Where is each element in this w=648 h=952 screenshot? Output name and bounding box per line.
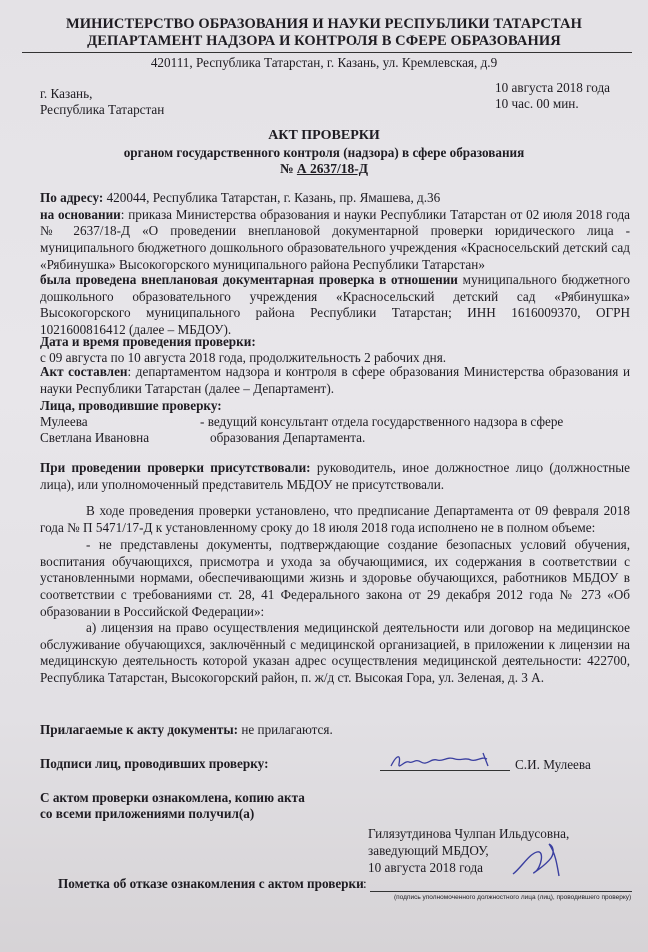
conducted-paragraph [40, 272, 630, 339]
inspectors-label: Лица, проводившие проверку: [40, 398, 222, 413]
acknowledgement-line2: со всеми приложениями получил(а) [40, 806, 255, 821]
inspector-surname: Мулеева [40, 414, 88, 429]
conducted-text: муниципального бюджетного дошкольного образовательного учреждения «Красносельский детский сад «Рябинушка» Высокогорского муниципального района Республики Татарстан; ИНН 1616009370, ОГРН 1021600816412 (далее – МБДОУ). [40, 272, 630, 338]
inspector-role-line2: образования Департамента. [210, 430, 366, 445]
recipient-date: 10 августа 2018 года [368, 860, 484, 875]
present-paragraph [40, 460, 630, 493]
header-divider [22, 52, 632, 53]
basis-label: на основании [40, 206, 121, 222]
act-number-prefix: № [279, 161, 297, 176]
period-label: Дата и время проведения проверки: [40, 334, 256, 349]
address-and-basis [40, 190, 630, 274]
recipient-name: Гилязутдинова Чулпан Ильдусовна, [368, 826, 570, 841]
compiled-paragraph [40, 364, 630, 397]
department-address: 420111, Республика Татарстан, г. Казань, ул. Кремлевская, д.9 [150, 55, 498, 70]
refusal-label: Пометка об отказе ознакомления с актом проверки [58, 876, 364, 891]
recipient-role: заведующий МБДОУ, [368, 843, 489, 858]
basis-text: : приказа Министерства образования и науки Республики Татарстан от 02 июля 2018 года № 2637/18-Д «О проведении внеплановой документарной проверки юридического лица - муниципального бюджетного дошкольного образовательного учреждения «Красносельский детский сад «Рябинушка» Высокогорского муниципального района Республики Татарстан» [40, 206, 631, 272]
ministry-title: МИНИСТЕРСТВО ОБРАЗОВАНИЯ И НАУКИ РЕСПУБЛИКИ ТАТАРСТАН [65, 16, 583, 32]
compiled-text: : департаментом надзора и контроля в сфере образования Министерства образования и науки Республики Татарстан (далее – Департамент). [40, 364, 631, 396]
recipient-signature [505, 838, 575, 886]
compiled-label: Акт составлен [40, 364, 128, 379]
refusal-signature-line [370, 891, 632, 892]
acknowledgement-line1: С актом проверки ознакомлена, копию акта [40, 790, 305, 805]
act-date: 10 августа 2018 года [495, 80, 611, 95]
signatures-label: Подписи лиц, проводивших проверку: [40, 756, 269, 771]
refusal-colon: : [363, 876, 367, 891]
inspector-signature [385, 750, 510, 772]
address-value: 420044, Республика Татарстан, г. Казань, пр. Ямашева, д.36 [103, 190, 441, 205]
finding-intro: В ходе проведения проверки установлено, что предписание Департамента от 09 февраля 2018 года № П 5471/17-Д к установленному сроку до 18 июля 2018 года исполнено не в полном объеме: [40, 503, 630, 535]
department-title: ДЕПАРТАМЕНТ НАДЗОРА И КОНТРОЛЯ В СФЕРЕ ОБРАЗОВАНИЯ [87, 33, 561, 49]
inspector-signature-line [380, 770, 510, 771]
present-text: руководитель, иное должностное лицо (должностные лица), или уполномоченный представитель МБДОУ не присутствовали. [40, 460, 630, 492]
present-label: При проведении проверки присутствовали: [40, 460, 311, 475]
finding-item-1: - не представлены документы, подтверждающие создание безопасных условий обучения, воспитания обучающихся, присмотра и ухода за обучающимися, их содержания в соответствии с установленными нормами, обеспечивающими жизнь и здоровье обучающихся, работников МБДОУ в соответствии с требованиями ст. 28, 41 Федерального закона от 29 декабря 2012 года № 273 «Об образовании в Российской Федерации»: [40, 537, 630, 619]
inspector-name: Светлана Ивановна [40, 430, 150, 445]
attachments-line [40, 722, 333, 738]
refusal-footnote: (подпись уполномоченного должностного лица (лиц), проводившего проверку) [394, 894, 632, 901]
act-number-value: А 2637/18-Д [296, 161, 369, 176]
act-number [0, 161, 648, 177]
place-city: г. Казань, [40, 86, 93, 101]
finding-item-1a: а) лицензия на право осуществления медицинской деятельности или договор на медицинское обслуживание обучающихся, заключённый с медицинской организацией, в приложении к лицензии на медицинскую деятельность которой указан адрес осуществления медицинской деятельности: 422700, Республика Татарстан, Высокогорский район, п. ж/д ст. Высокая Гора, ул. Зеленая, д. 3 А. [40, 620, 630, 686]
address-label: По адресу: [40, 190, 104, 205]
attachments-label: Прилагаемые к акту документы: [40, 722, 239, 737]
inspector-short-name: С.И. Мулеева [515, 757, 591, 772]
place-region: Республика Татарстан [40, 102, 165, 117]
conducted-label: была проведена внеплановая документарная проверка в отношении [40, 272, 458, 287]
attachments-value: не прилагаются. [238, 722, 333, 737]
act-time: 10 час. 00 мин. [495, 96, 579, 111]
act-subtitle: органом государственного контроля (надзора) в сфере образования [123, 145, 525, 160]
inspector-role-line1: - ведущий консультант отдела государственного надзора в сфере [200, 414, 564, 429]
period-text: с 09 августа по 10 августа 2018 года, продолжительность 2 рабочих дня. [40, 350, 447, 365]
act-title: АКТ ПРОВЕРКИ [268, 128, 380, 143]
